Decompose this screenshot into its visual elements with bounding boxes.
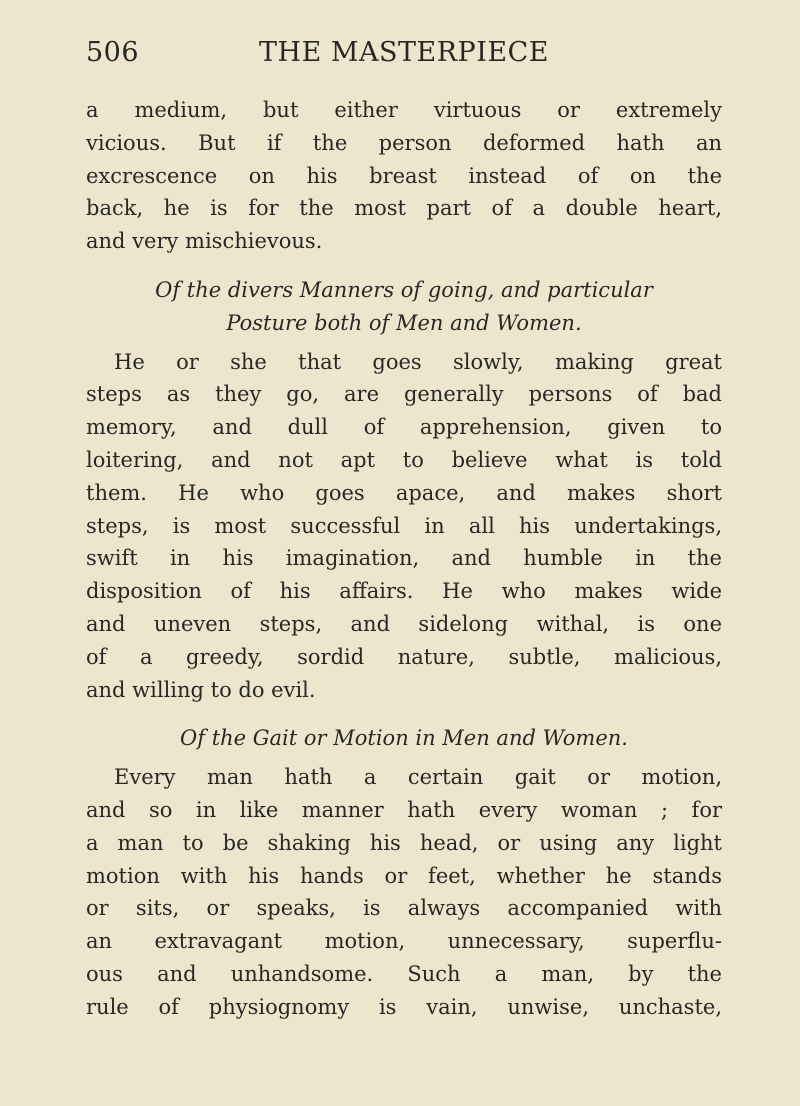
heading-line: Of the divers Manners of going, and particular xyxy=(155,277,653,302)
paragraph-gait xyxy=(86,761,722,1023)
text-line: Every man hath a certain gait or motion, xyxy=(114,765,722,790)
text-line: a man to be shaking his head, or using any light xyxy=(86,830,722,855)
text-line: rule of physiognomy is vain, unwise, unchaste, xyxy=(86,994,722,1019)
text-line: an extravagant motion, unnecessary, superflu- xyxy=(86,929,722,954)
text-line: of a greedy, sordid nature, subtle, malicious, xyxy=(86,644,722,669)
running-title: THE MASTERPIECE xyxy=(259,37,549,68)
section-heading-manners xyxy=(86,274,722,340)
heading-line: Posture both of Men and Women. xyxy=(226,310,582,335)
text-line: a medium, but either virtuous or extremely xyxy=(86,98,722,122)
text-line: and uneven steps, and sidelong withal, is one xyxy=(86,611,722,636)
text-line: disposition of his affairs. He who makes wide xyxy=(86,579,722,604)
page-number: 506 xyxy=(86,37,140,68)
text-line: excrescence on his breast instead of on the xyxy=(86,163,722,188)
text-line: and so in like manner hath every woman ; for xyxy=(86,797,722,822)
text-line: back, he is for the most part of a double heart, xyxy=(86,196,722,221)
text-line: or sits, or speaks, is always accompanied with xyxy=(86,896,722,921)
text-line: loitering, and not apt to believe what is told xyxy=(86,447,722,472)
paragraph-manners xyxy=(86,346,722,707)
text-line: steps, is most successful in all his undertakings, xyxy=(86,513,722,538)
section-heading-gait: Of the Gait or Motion in Men and Women. xyxy=(180,726,628,751)
text-line: motion with his hands or feet, whether he stands xyxy=(86,863,722,888)
text-line: and very mischievous. xyxy=(86,229,323,254)
text-line: them. He who goes apace, and makes short xyxy=(86,480,722,505)
text-line: vicious. But if the person deformed hath an xyxy=(86,130,722,155)
text-line: memory, and dull of apprehension, given to xyxy=(86,415,722,440)
page-body xyxy=(86,94,722,1024)
text-line: steps as they go, are generally persons of bad xyxy=(86,382,722,407)
paragraph-continued xyxy=(86,94,722,258)
text-line: ous and unhandsome. Such a man, by the xyxy=(86,961,722,986)
text-line: swift in his imagination, and humble in the xyxy=(86,546,722,571)
text-line: and willing to do evil. xyxy=(86,677,316,702)
text-line: He or she that goes slowly, making great xyxy=(114,349,722,374)
page-header xyxy=(86,38,722,68)
